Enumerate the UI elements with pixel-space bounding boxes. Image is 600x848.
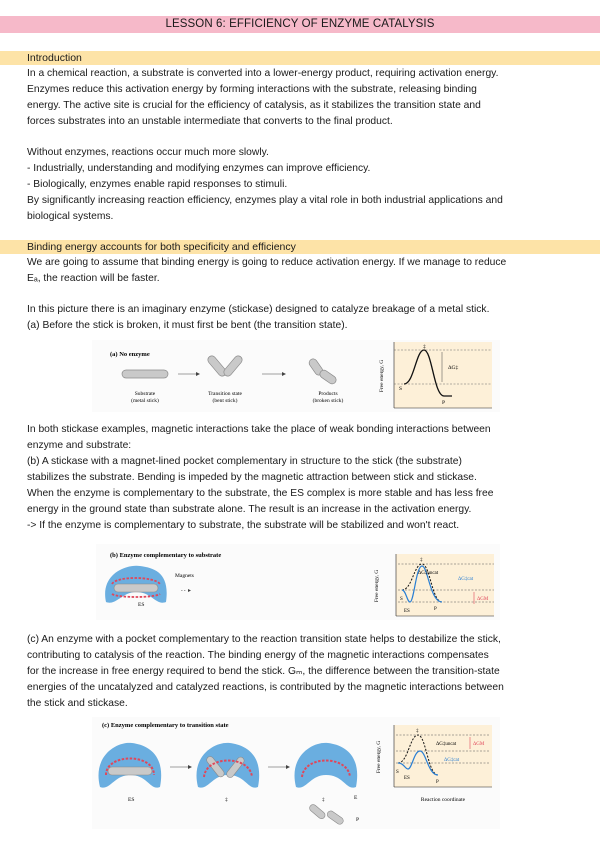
- metal-stick-shape: [122, 370, 168, 378]
- figure-c-svg: [92, 717, 500, 829]
- text-line: By significantly increasing reaction efficiency, enzymes play a vital role in both industrial applications and: [27, 195, 503, 206]
- dgm-label: ΔGM: [477, 597, 489, 602]
- figure-a-svg: [92, 340, 500, 412]
- products-sublabel: (broken stick): [312, 398, 344, 404]
- ts-label: ‡: [322, 798, 325, 803]
- products-label: Products: [318, 391, 338, 397]
- s-label: S: [399, 386, 403, 392]
- intro-paragraph-1: [27, 66, 572, 130]
- es-label: ES: [128, 797, 135, 803]
- s-label: S: [396, 770, 399, 775]
- p-label: P: [356, 817, 360, 823]
- transition-state-label: Transition state: [208, 391, 242, 397]
- text-line: stabilizes the substrate. Bending is impeded by the magnetic attraction between stick and stickase.: [27, 472, 477, 483]
- dg-cat-label: ΔG‡cat: [458, 577, 474, 582]
- dgm-label: ΔGM: [473, 742, 485, 747]
- section-heading-introduction: Introduction: [0, 51, 600, 65]
- intro-paragraph-2: [27, 145, 572, 225]
- dg-cat-label: ΔG‡cat: [444, 758, 460, 763]
- figure-c-label: (c) Enzyme complementary to transition state: [102, 722, 229, 729]
- figure-a-no-enzyme: [92, 340, 500, 412]
- ts-mark: ‡: [420, 558, 423, 563]
- text-line: contributing to catalysis of the reaction. The binding energy of the magnetic interactions compensates: [27, 650, 489, 661]
- text-line: Without enzymes, reactions occur much more slowly.: [27, 147, 269, 158]
- binding-paragraph-2: [27, 302, 572, 334]
- metal-stick-shape: [108, 767, 152, 775]
- y-axis-label: Free energy, G: [376, 740, 382, 774]
- text-line: In this picture there is an imaginary enzyme (stickase) designed to catalyze breakage of a metal stick.: [27, 304, 490, 315]
- e-label: E: [354, 795, 358, 801]
- figure-a-label: (a) No enzyme: [110, 351, 150, 358]
- broken-stick-piece: [318, 369, 337, 386]
- text-line: biological systems.: [27, 211, 114, 222]
- transition-state-sublabel: (bent stick): [212, 398, 238, 404]
- es-mark: ES: [404, 609, 410, 614]
- lesson-title: LESSON 6: EFFICIENCY OF ENZYME CATALYSIS: [0, 16, 600, 33]
- text-line: (a) Before the stick is broken, it must first be bent (the transition state).: [27, 320, 348, 331]
- substrate-label: Substrate: [134, 391, 156, 397]
- arrow-head: [286, 765, 290, 769]
- enzyme-shape: [197, 743, 260, 788]
- x-axis-label: Reaction coordinate: [420, 797, 466, 803]
- arrow-glyph: - -: [181, 589, 186, 594]
- bent-stick-right: [222, 354, 244, 378]
- text-line: the stick and stickase.: [27, 698, 128, 709]
- text-line: energy. The active site is crucial for the efficiency of catalysis, as it stabilizes the transition state and: [27, 100, 481, 111]
- section-heading-binding-energy: Binding energy accounts for both specificity and efficiency: [0, 240, 600, 254]
- text-line: (b) A stickase with a magnet-lined pocket complementary in structure to the stick (the substrate): [27, 456, 462, 467]
- text-line: (c) An enzyme with a pocket complementary to the reaction transition state helps to destabilize the stick,: [27, 634, 501, 645]
- arrow-head: [188, 765, 192, 769]
- binding-paragraph-1: [27, 255, 572, 287]
- ts-label: ‡: [225, 797, 228, 803]
- figure-b-svg: [96, 544, 500, 620]
- text-line: energy in the ground state than substrate alone. The result is an increase in the activation energy.: [27, 504, 472, 515]
- magnets-label: Magnets: [175, 573, 194, 579]
- broken-stick-piece: [308, 803, 326, 820]
- text-line: - Biologically, enzymes enable rapid responses to stimuli.: [27, 179, 288, 190]
- text-line: enzyme and substrate:: [27, 440, 132, 451]
- enzyme-shape: [295, 743, 358, 788]
- text-line: forces substrates into an unstable intermediate that converts to the final product.: [27, 116, 393, 127]
- es-mark: ES: [404, 776, 410, 781]
- text-line: Enzymes reduce this activation energy by forming interactions with the substrate, releasing binding: [27, 84, 477, 95]
- y-axis-label: Free energy, G: [374, 569, 380, 603]
- broken-stick-piece: [326, 810, 345, 826]
- text-line: We are going to assume that binding energy is going to reduce activation energy. If we manage to reduce: [27, 257, 507, 268]
- y-axis-label: Free energy, G: [379, 359, 385, 393]
- dg-uncat-label: ΔG‡uncat: [418, 571, 439, 576]
- p-mark: P: [436, 780, 439, 785]
- binding-paragraph-3: [27, 422, 572, 534]
- text-line: -> If the enzyme is complementary to substrate, the substrate will be stabilized and won't react.: [27, 520, 460, 531]
- es-label: ES: [138, 602, 145, 608]
- text-line: When the enzyme is complementary to the substrate, the ES complex is more stable and has less free: [27, 488, 494, 499]
- metal-stick-shape: [114, 584, 158, 592]
- text-line: energies of the uncatalyzed and catalyzed reactions, is contributed by the magnetic interactions between: [27, 682, 504, 693]
- arrow-head: [282, 372, 286, 376]
- text-line: Eₐ, the reaction will be faster.: [27, 273, 160, 284]
- dg-uncat-label: ΔG‡uncat: [436, 742, 457, 747]
- arrow-head: [196, 372, 200, 376]
- enzyme-shape: [99, 743, 162, 788]
- p-label: P: [434, 607, 437, 612]
- text-line: for the increase in free energy required to bend the stick. Gₘ, the difference between the transition-state: [27, 666, 500, 677]
- ts-mark: ‡: [423, 344, 426, 350]
- dg-label: ΔG‡: [448, 365, 459, 371]
- text-line: In both stickase examples, magnetic interactions take the place of weak bonding interactions between: [27, 424, 491, 435]
- energy-diagram-bg: [396, 554, 494, 616]
- figure-b-complementary-to-substrate: [96, 544, 500, 620]
- ts-mark: ‡: [416, 729, 419, 734]
- p-label: P: [442, 400, 446, 406]
- text-line: - Industrially, understanding and modifying enzymes can improve efficiency.: [27, 163, 371, 174]
- binding-paragraph-4: [27, 632, 572, 712]
- figure-b-label: (b) Enzyme complementary to substrate: [110, 552, 222, 559]
- s-label: S: [400, 597, 403, 602]
- figure-c-complementary-to-transition-state: [92, 717, 500, 829]
- substrate-sublabel: (metal stick): [131, 398, 159, 404]
- text-line: In a chemical reaction, a substrate is converted into a lower-energy product, requiring activation energy.: [27, 68, 499, 79]
- arrow-head: [188, 589, 191, 592]
- energy-diagram-bg: [394, 342, 492, 408]
